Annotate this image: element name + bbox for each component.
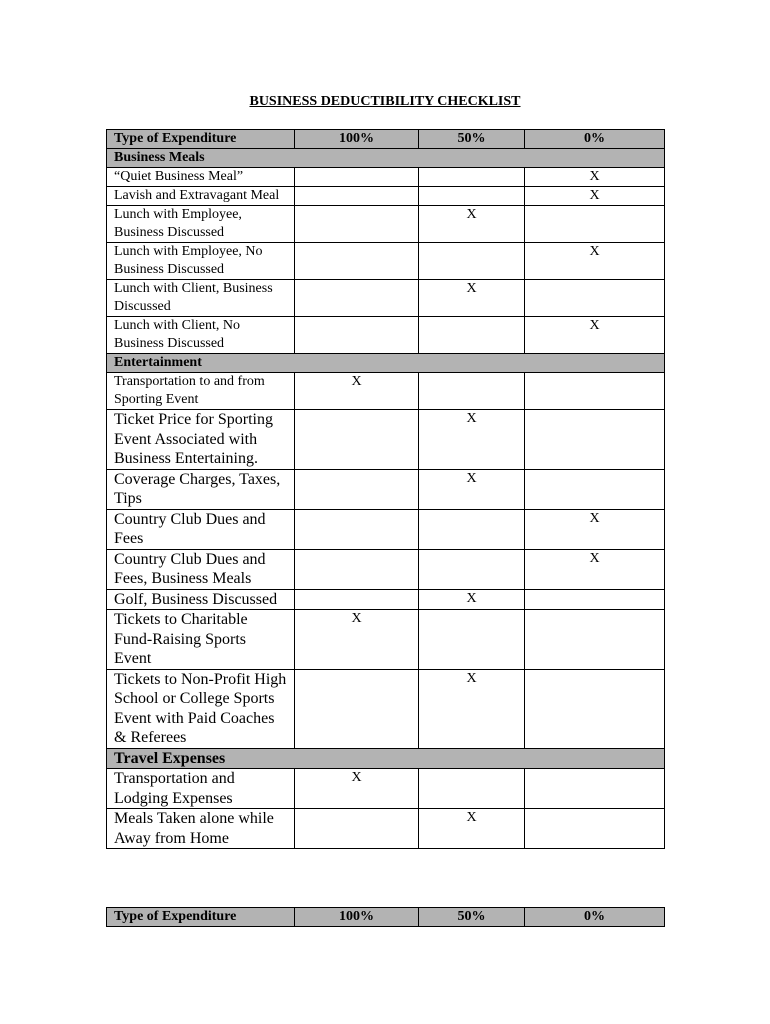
mark-50	[419, 610, 525, 670]
mark-50	[419, 769, 525, 809]
mark-100: X	[295, 610, 419, 670]
mark-50: X	[419, 589, 525, 610]
table-row	[107, 243, 665, 280]
mark-0	[525, 469, 665, 509]
mark-100	[295, 280, 419, 317]
mark-50	[419, 317, 525, 354]
expenditure-label: Country Club Dues and Fees	[107, 509, 295, 549]
header-100-percent: 100%	[295, 130, 419, 149]
document-title: BUSINESS DEDUCTIBILITY CHECKLIST	[249, 94, 521, 109]
mark-100	[295, 206, 419, 243]
section-business-meals	[107, 149, 665, 168]
table-row	[107, 589, 665, 610]
mark-100	[295, 669, 419, 748]
table-header-row	[107, 908, 665, 927]
expenditure-label: Golf, Business Discussed	[107, 589, 295, 610]
checklist-table	[106, 129, 665, 849]
table-row	[107, 373, 665, 410]
expenditure-label: “Quiet Business Meal”	[107, 168, 295, 187]
mark-0	[525, 610, 665, 670]
expenditure-label: Transportation and Lodging Expenses	[107, 769, 295, 809]
section-entertainment	[107, 354, 665, 373]
mark-0: X	[525, 187, 665, 206]
mark-100	[295, 317, 419, 354]
table-row	[107, 809, 665, 849]
section-travel-expenses	[107, 748, 665, 769]
mark-50	[419, 187, 525, 206]
mark-50	[419, 509, 525, 549]
mark-0	[525, 410, 665, 470]
mark-0: X	[525, 317, 665, 354]
section-title: Entertainment	[107, 354, 665, 373]
mark-0	[525, 206, 665, 243]
header-0-percent: 0%	[525, 908, 665, 927]
section-title: Travel Expenses	[107, 748, 665, 769]
table-row	[107, 669, 665, 748]
mark-100	[295, 469, 419, 509]
header-50-percent: 50%	[419, 908, 525, 927]
mark-50	[419, 549, 525, 589]
expenditure-label: Transportation to and from Sporting Event	[107, 373, 295, 410]
expenditure-label: Meals Taken alone while Away from Home	[107, 809, 295, 849]
table-row	[107, 469, 665, 509]
mark-100: X	[295, 373, 419, 410]
mark-100	[295, 410, 419, 470]
mark-100	[295, 809, 419, 849]
expenditure-label: Country Club Dues and Fees, Business Meals	[107, 549, 295, 589]
mark-50: X	[419, 809, 525, 849]
mark-50	[419, 168, 525, 187]
mark-0	[525, 809, 665, 849]
expenditure-label: Tickets to Charitable Fund-Raising Sports Event	[107, 610, 295, 670]
mark-0	[525, 280, 665, 317]
mark-50: X	[419, 410, 525, 470]
expenditure-label: Ticket Price for Sporting Event Associated with Business Entertaining.	[107, 410, 295, 470]
table-header-row	[107, 130, 665, 149]
mark-100	[295, 549, 419, 589]
mark-0	[525, 769, 665, 809]
mark-0	[525, 373, 665, 410]
expenditure-label: Lunch with Client, Business Discussed	[107, 280, 295, 317]
checklist-table-continued	[106, 907, 665, 927]
header-type-of-expenditure: Type of Expenditure	[107, 908, 295, 927]
mark-50: X	[419, 206, 525, 243]
mark-100	[295, 589, 419, 610]
expenditure-label: Lunch with Employee, Business Discussed	[107, 206, 295, 243]
table-row	[107, 410, 665, 470]
table-row	[107, 769, 665, 809]
mark-0: X	[525, 509, 665, 549]
mark-50: X	[419, 280, 525, 317]
mark-100	[295, 243, 419, 280]
mark-50	[419, 373, 525, 410]
table-row	[107, 610, 665, 670]
expenditure-label: Lunch with Client, No Business Discussed	[107, 317, 295, 354]
section-title: Business Meals	[107, 149, 665, 168]
mark-50: X	[419, 469, 525, 509]
mark-100	[295, 509, 419, 549]
mark-100	[295, 168, 419, 187]
mark-100	[295, 187, 419, 206]
expenditure-label: Lunch with Employee, No Business Discussed	[107, 243, 295, 280]
mark-0: X	[525, 243, 665, 280]
header-0-percent: 0%	[525, 130, 665, 149]
expenditure-label: Lavish and Extravagant Meal	[107, 187, 295, 206]
table-row	[107, 187, 665, 206]
mark-0	[525, 669, 665, 748]
table-row	[107, 549, 665, 589]
table-row	[107, 168, 665, 187]
table-row	[107, 509, 665, 549]
mark-50: X	[419, 669, 525, 748]
table-row	[107, 317, 665, 354]
header-50-percent: 50%	[419, 130, 525, 149]
header-type-of-expenditure: Type of Expenditure	[107, 130, 295, 149]
expenditure-label: Coverage Charges, Taxes, Tips	[107, 469, 295, 509]
mark-50	[419, 243, 525, 280]
expenditure-label: Tickets to Non-Profit High School or College Sports Event with Paid Coaches & Referees	[107, 669, 295, 748]
mark-100: X	[295, 769, 419, 809]
table-row	[107, 280, 665, 317]
mark-0	[525, 589, 665, 610]
mark-0: X	[525, 549, 665, 589]
header-100-percent: 100%	[295, 908, 419, 927]
mark-0: X	[525, 168, 665, 187]
table-row	[107, 206, 665, 243]
